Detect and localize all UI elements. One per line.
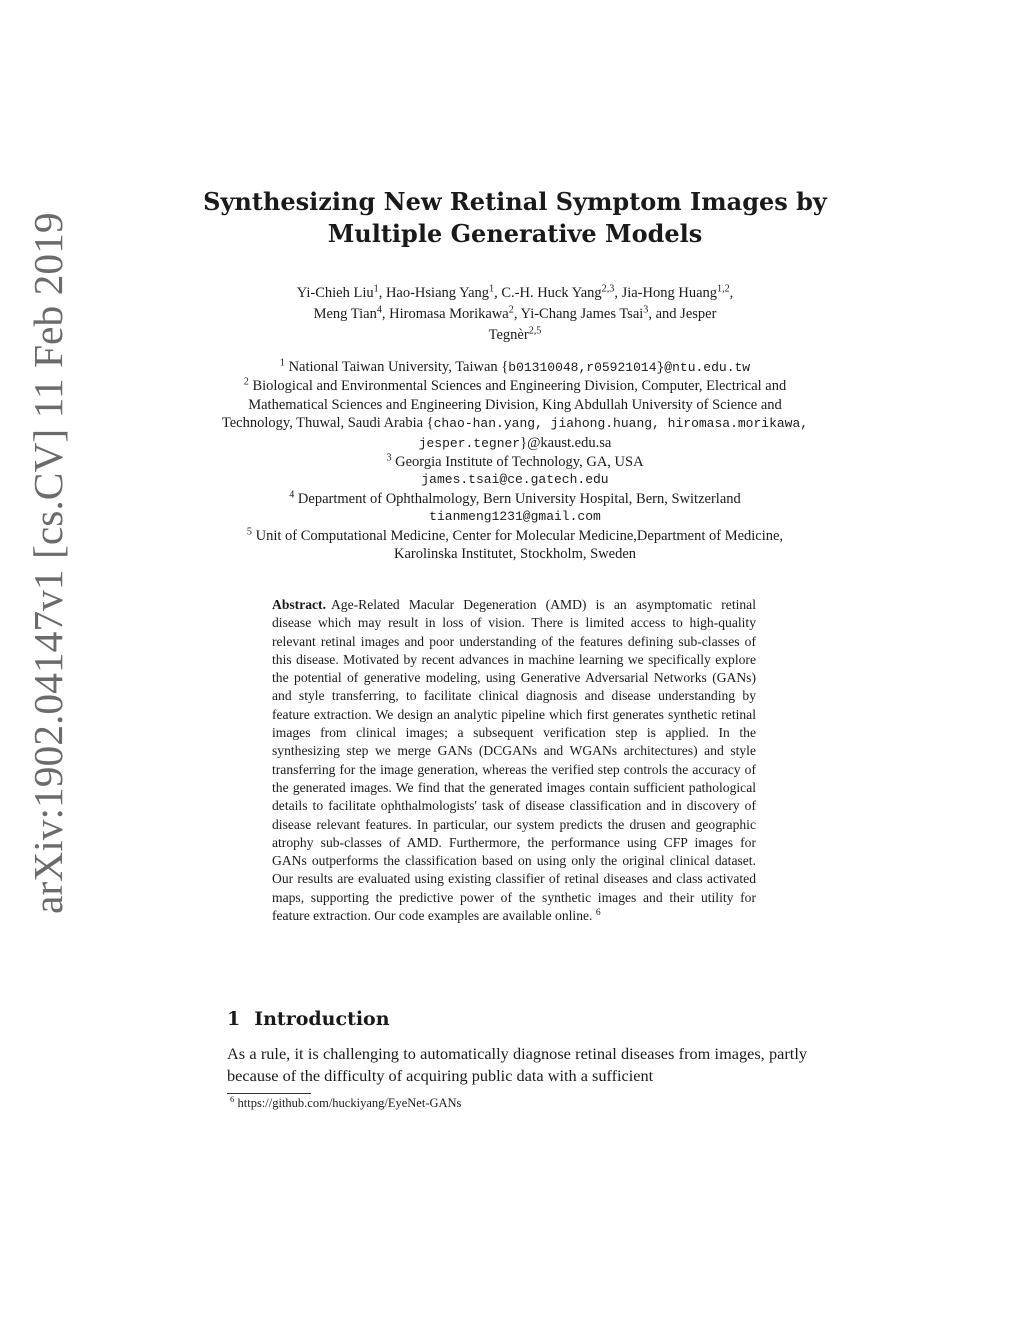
affiliation-1: $^1$ National Taiwan University, Taiwan {b01310048,r05921014}@ntu.edu.tw bbox=[279, 357, 751, 375]
author-name: C.-H. Huck Yang bbox=[501, 285, 602, 301]
email: james.tsai@ce.gatech.edu bbox=[421, 472, 609, 488]
arxiv-identifier: arXiv:1902.04147v1 [cs.CV] 11 Feb 2019 bbox=[25, 212, 71, 914]
author-name: Yi-Chieh Liu bbox=[296, 285, 374, 301]
author-line-1: Yi-Chieh Liu$^1$, Hao-Hsiang Yang$^1$, C.-H. Huck Yang$^{2,3}$, Jia-Hong Huang$^{1,2}$, bbox=[296, 283, 734, 301]
author-line-3 bbox=[210, 325, 820, 346]
author-affil-sup: 1 bbox=[489, 283, 495, 295]
footnote-divider bbox=[227, 1093, 311, 1094]
title-line-1: Synthesizing New Retinal Symptom Images by bbox=[203, 187, 827, 216]
section-heading bbox=[227, 1008, 390, 1030]
author-affil-sup: 1 bbox=[373, 283, 379, 295]
affiliation-3: $^3$ Georgia Institute of Technology, GA, USA bbox=[386, 452, 644, 471]
author-affil-sup: 2 bbox=[508, 304, 514, 316]
abstract-label: Abstract. bbox=[272, 597, 326, 612]
author-affil-sup: 2,3 bbox=[601, 283, 615, 295]
email: b01310048,r05921014}@ntu.edu.tw bbox=[508, 360, 751, 375]
footnote-number: 6 bbox=[230, 1094, 235, 1105]
affiliation-5: $^5$ Unit of Computational Medicine, Center for Molecular Medicine,Department of Medicine, Karolinska Institutet, Stockholm, Sweden bbox=[246, 526, 784, 563]
title-line-2: Multiple Generative Models bbox=[327, 219, 703, 248]
author-affil-sup: 4 bbox=[376, 304, 382, 316]
email: tianmeng1231@gmail.com bbox=[429, 509, 601, 525]
author-name: Meng Tian bbox=[313, 306, 377, 322]
author-name: Tegnèr bbox=[488, 327, 529, 343]
email: chao-han.yang, jiahong.huang, hiromasa.morikawa, jesper.tegner bbox=[418, 416, 809, 451]
abstract-text: Age-Related Macular Degeneration (AMD) is an asymptomatic retinal disease which may result in loss of vision. There is limited access to high-quality relevant retinal images and poor understanding of the features defining sub-classes of this disease. Motivated by recent advances in machine learning we specifically explore the potential of generative modeling, using Generative Adversarial Networks (GANs) and style transferring, to facilitate clinical diagnosis and disease understanding by feature extraction. We design an analytic pipeline which first generates synthetic retinal images from clinical images; a subsequent verification step is applied. In the synthesizing step we merge GANs (DCGANs and WGANs architectures) and style transferring for the image generation, whereas the verified step controls the accuracy of the generated images. We find that the generated images contain sufficient pathological details to facilitate ophthalmologists' task of disease classification and in discovery of disease relevant features. In particular, our system predicts the drusen and geographic atrophy sub-classes of AMD. Furthermore, the performance using CFP images for GANs outperforms the classification based on using only the original clinical dataset. Our results are evaluated using existing classifier of retinal diseases and class activated maps, supporting the predictive power of the synthetic images and their utility for feature extraction. Our code examples are available online. bbox=[272, 597, 756, 924]
author-affil-sup: 3 bbox=[643, 304, 649, 316]
section-title: Introduction bbox=[254, 1008, 390, 1030]
footnote-ref: 6 bbox=[595, 907, 601, 918]
author-line-2: Meng Tian$^4$, Hiromasa Morikawa$^2$, Yi-Chang James Tsai$^3$, and Jesper bbox=[313, 304, 717, 322]
footnote bbox=[230, 1096, 461, 1111]
author-name: Hao-Hsiang Yang bbox=[385, 285, 490, 301]
intro-paragraph: As a rule, it is challenging to automatically diagnose retinal diseases from images, partly because of the difficulty of acquiring public data with a sufficient bbox=[227, 1044, 807, 1085]
author-affil-sup: 1,2 bbox=[717, 283, 730, 295]
author-name: Yi-Chang James Tsai bbox=[520, 306, 644, 322]
affiliation-list bbox=[220, 358, 810, 563]
footnote-link[interactable]: https://github.com/huckiyang/EyeNet-GANs bbox=[237, 1096, 462, 1110]
section-number: 1 bbox=[227, 1008, 241, 1030]
author-name: Jia-Hong Huang bbox=[621, 285, 718, 301]
paper-title bbox=[200, 186, 830, 250]
author-affil-sup: 2,5 bbox=[528, 325, 542, 337]
affiliation-2: $^2$ Biological and Environmental Sciences and Engineering Division, Computer, Electrical and Mathematical Sciences and Engineering Division, King Abdullah University of Science and Technology, Thuwal, Saudi Arabia {chao-han.yang, jiahong.huang, hiromasa.morikawa, jesper.tegner}@kaust.edu.sa bbox=[221, 376, 809, 451]
author-name: Hiromasa Morikawa bbox=[389, 306, 509, 322]
abstract bbox=[272, 596, 756, 925]
affiliation-4: $^4$ Department of Ophthalmology, Bern University Hospital, Bern, Switzerland bbox=[289, 489, 741, 507]
author-list bbox=[210, 283, 820, 346]
